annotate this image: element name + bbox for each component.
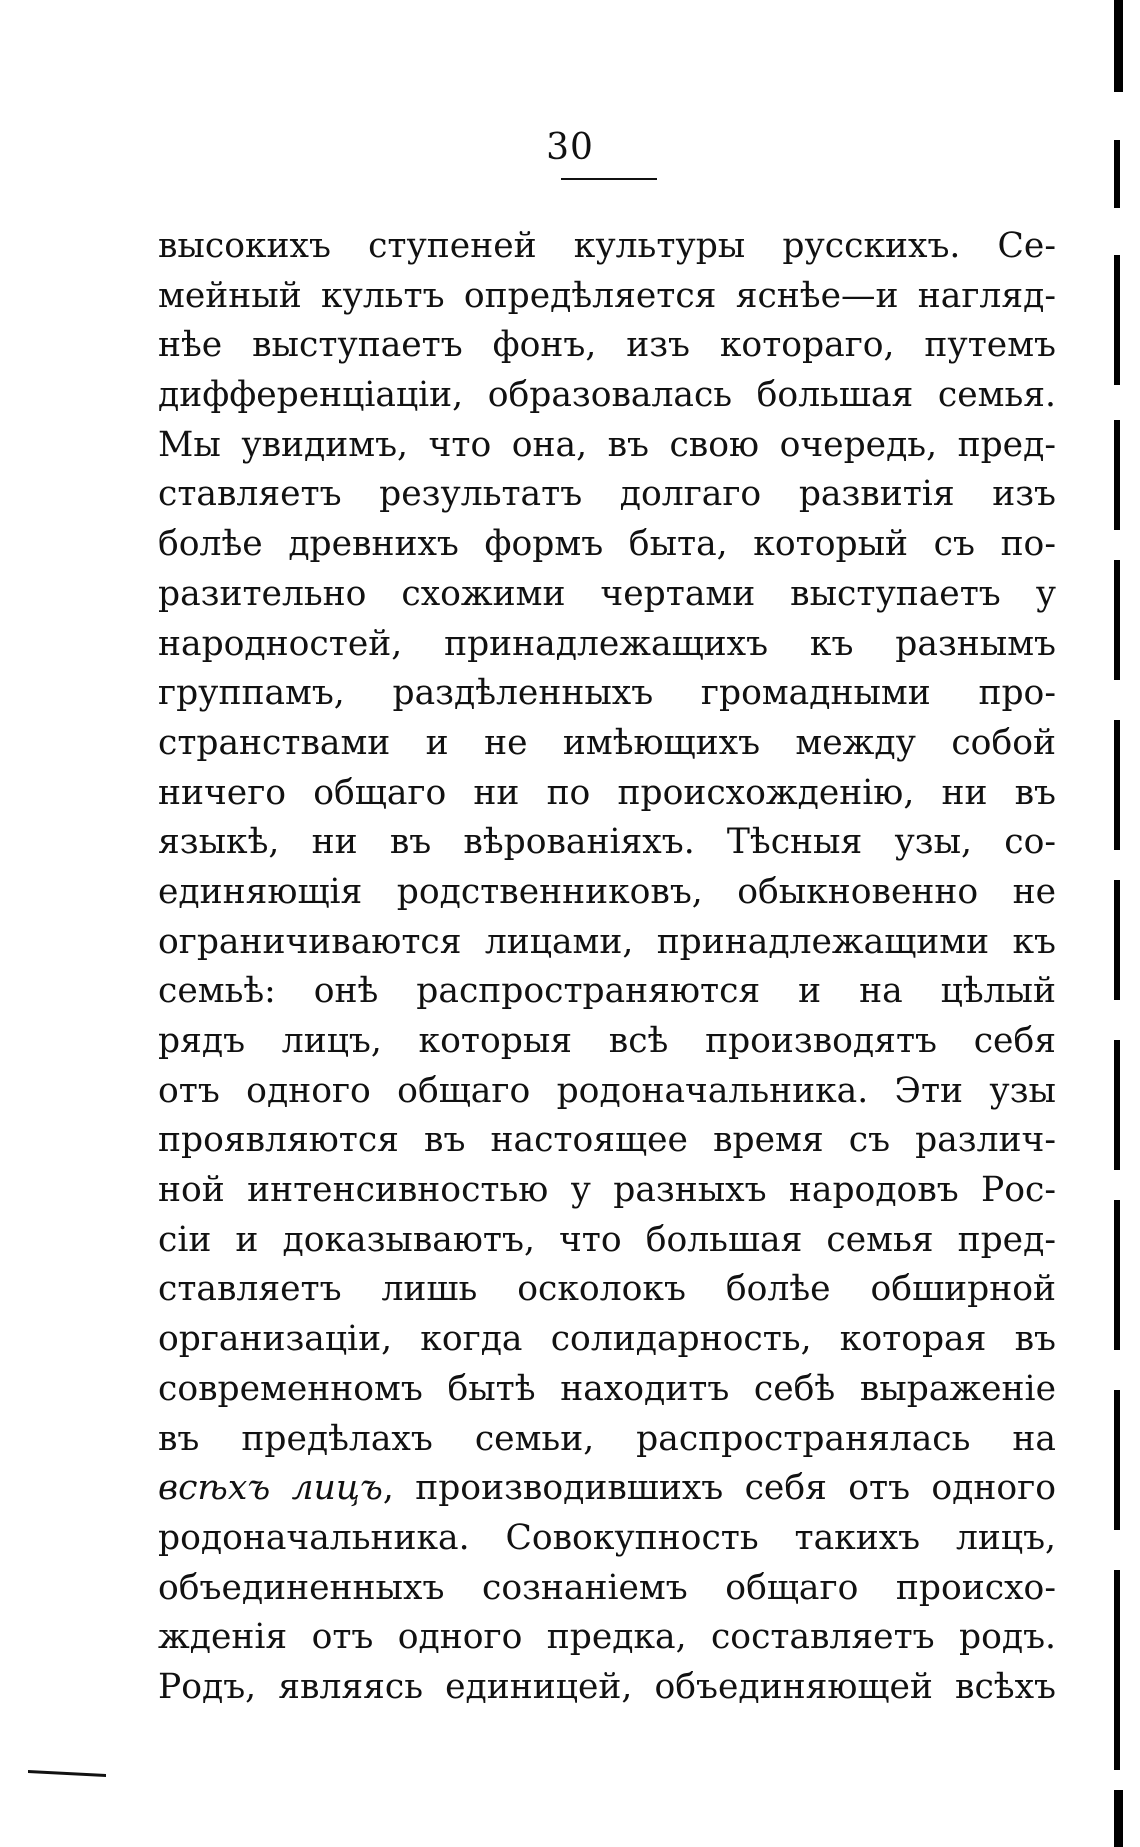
- scan-edge-1: [1114, 140, 1120, 208]
- text-line-25: въ предѣлахъ семьи, распространялась на: [158, 1418, 1056, 1459]
- scan-edge-4: [1114, 560, 1120, 680]
- scan-edge-10: [1114, 1570, 1120, 1770]
- scan-edge-5: [1114, 720, 1120, 850]
- scan-edge-8: [1114, 1200, 1120, 1350]
- scan-edge-3: [1114, 420, 1120, 530]
- text-line-10: группамъ, раздѣленныхъ громадными про-: [158, 673, 1056, 714]
- text-line-29: жденія отъ одного предка, составляетъ родъ.: [158, 1617, 1056, 1658]
- page-number: 30: [546, 127, 594, 168]
- text-line-18: отъ одного общаго родоначальника. Эти узы: [158, 1070, 1056, 1111]
- text-line-20: ной интенсивностью у разныхъ народовъ Рос-: [158, 1170, 1056, 1211]
- text-line-23: организаціи, когда солидарность, которая въ: [158, 1319, 1056, 1360]
- text-line-17: рядъ лицъ, которыя всѣ производятъ себя: [158, 1021, 1056, 1061]
- text-line-3: нѣе выступаетъ фонъ, изъ котораго, путемъ: [158, 325, 1056, 366]
- scan-edge-top: [1114, 0, 1123, 92]
- text-line-26: [158, 1464, 1056, 1514]
- text-line-1: высокихъ ступеней культуры русскихъ. Се-: [158, 226, 1056, 266]
- text-line-26-rest: , производившихъ себя отъ одного: [382, 1468, 1056, 1509]
- text-line-16: семьѣ: онѣ распространяются и на цѣлый: [158, 971, 1056, 1012]
- text-line-27: родоначальника. Совокупность такихъ лицъ,: [158, 1517, 1056, 1558]
- text-line-13: языкѣ, ни въ вѣрованіяхъ. Тѣсныя узы, со-: [158, 822, 1056, 863]
- text-line-12: ничего общаго ни по происхожденію, ни въ: [158, 772, 1056, 813]
- text-line-2: мейный культъ опредѣляется яснѣе—и нагляд-: [158, 275, 1056, 316]
- text-line-28: объединенныхъ сознаніемъ общаго происхо-: [158, 1567, 1056, 1608]
- text-line-15: ограничиваются лицами, принадлежащими къ: [158, 921, 1056, 962]
- scan-margin-mark: [28, 1770, 106, 1777]
- text-line-6: ставляетъ результатъ долгаго развитія изъ: [158, 474, 1056, 515]
- text-line-11: странствами и не имѣющихъ между собой: [158, 722, 1056, 763]
- text-line-21: сіи и доказываютъ, что большая семья пред-: [158, 1219, 1056, 1260]
- page-number-underline: [561, 178, 657, 180]
- text-line-9: народностей, принадлежащихъ къ разнымъ: [158, 623, 1056, 664]
- text-line-7: болѣе древнихъ формъ быта, который съ по-: [158, 524, 1056, 565]
- scan-edge-2: [1114, 255, 1120, 385]
- scan-edge-7: [1114, 1040, 1120, 1170]
- scan-edge-9: [1114, 1390, 1120, 1530]
- text-line-8: разительно схожими чертами выступаетъ у: [158, 573, 1056, 614]
- scan-edge-bottom: [1114, 1790, 1123, 1847]
- text-line-30: Родъ, являясь единицей, объединяющей всѣхъ: [158, 1666, 1056, 1707]
- italic-phrase: всѣхъ лицъ: [158, 1468, 383, 1509]
- text-line-22: ставляетъ лишь осколокъ болѣе обширной: [158, 1269, 1056, 1310]
- text-line-24: современномъ бытѣ находитъ себѣ выраженіе: [158, 1368, 1056, 1409]
- text-line-19: проявляются въ настоящее время съ различ-: [158, 1120, 1056, 1161]
- text-line-14: единяющія родственниковъ, обыкновенно не: [158, 871, 1056, 912]
- scan-edge-6: [1114, 880, 1120, 1000]
- text-line-4: дифференціаціи, образовалась большая семья.: [158, 375, 1056, 416]
- page-text: [158, 222, 1056, 1713]
- text-line-5: Мы увидимъ, что она, въ свою очередь, пред-: [158, 424, 1056, 465]
